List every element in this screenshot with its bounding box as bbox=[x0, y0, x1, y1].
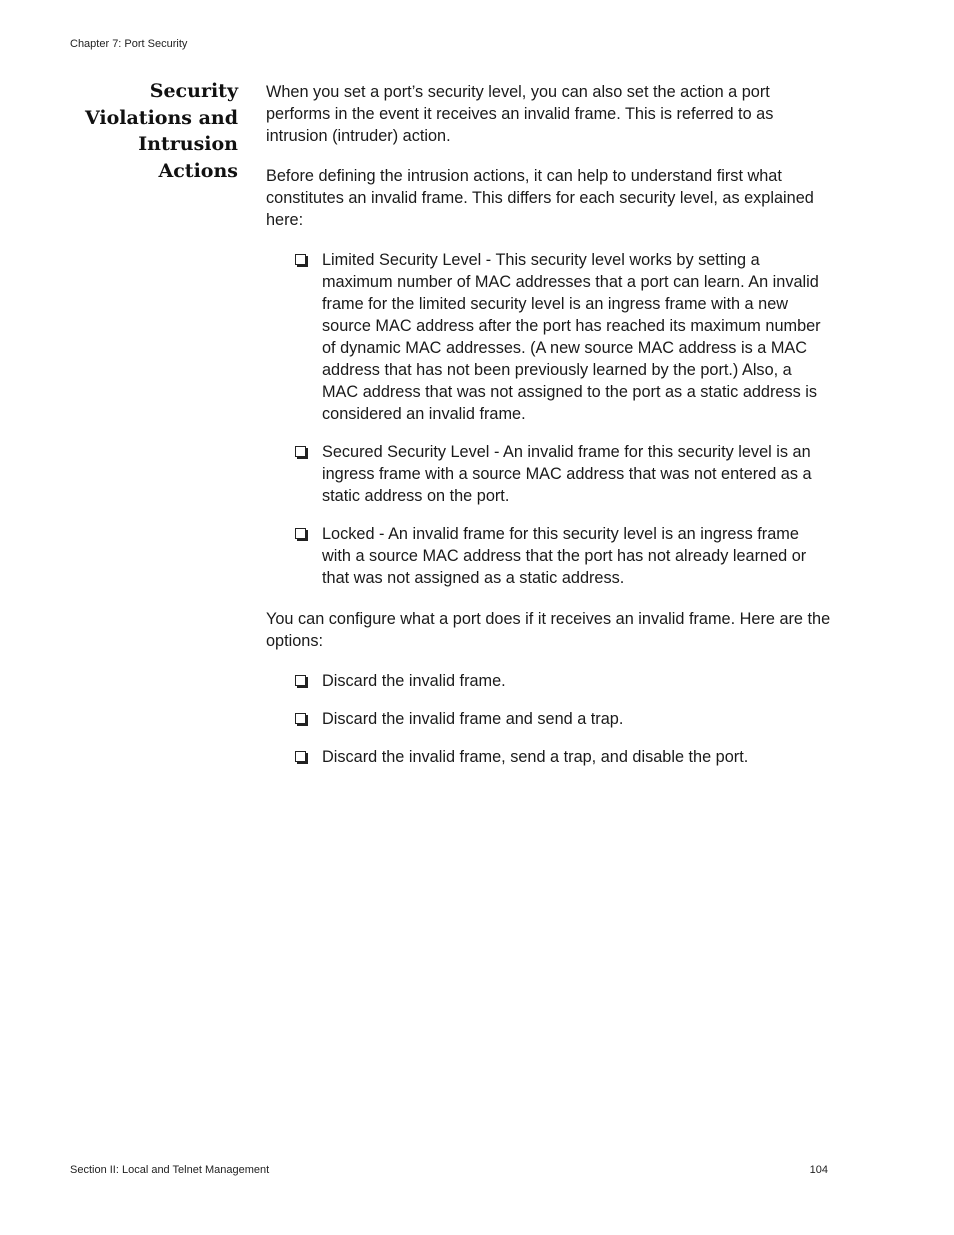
list-item-text: Locked - An invalid frame for this security level is an ingress frame with a source MAC address that the port has not already learned or that was not assigned as a static address. bbox=[322, 525, 807, 587]
body-text bbox=[266, 81, 832, 787]
list-item bbox=[266, 523, 832, 589]
list-item bbox=[266, 441, 832, 507]
checkbox-bullet-icon bbox=[295, 713, 306, 724]
checkbox-bullet-icon bbox=[295, 254, 306, 265]
list-item bbox=[266, 249, 832, 425]
checkbox-bullet-icon bbox=[295, 751, 306, 762]
intrusion-action-list bbox=[266, 670, 832, 768]
checkbox-bullet-icon bbox=[295, 675, 306, 686]
checkbox-bullet-icon bbox=[295, 528, 306, 539]
security-level-list bbox=[266, 249, 832, 589]
list-item bbox=[266, 708, 832, 730]
list-item-text: Limited Security Level - This security level works by setting a maximum number of MAC addresses that a port can learn. An invalid frame for the limited security level is an ingress frame with a new source MAC address after the port has reached its maximum number of dynamic MAC addresses. (A new source MAC address is a MAC address that has not been previously learned by the port.) Also, a MAC address that was not assigned to the port as a static address is considered an invalid frame. bbox=[322, 251, 821, 423]
heading-line: Intrusion bbox=[138, 133, 238, 155]
heading-line: Actions bbox=[158, 159, 238, 182]
paragraph: When you set a port’s security level, you can also set the action a port performs in the event it receives an invalid frame. This is referred to as intrusion (intruder) action. bbox=[266, 83, 774, 145]
paragraph: Before defining the intrusion actions, it can help to understand first what constitutes an invalid frame. This differs for each security level, as explained here: bbox=[266, 167, 814, 229]
section-heading bbox=[70, 78, 238, 184]
paragraph: You can configure what a port does if it receives an invalid frame. Here are the options: bbox=[266, 610, 831, 650]
footer-section: Section II: Local and Telnet Management bbox=[70, 1164, 270, 1176]
heading-line: Violations and bbox=[84, 106, 238, 129]
list-item bbox=[266, 746, 832, 768]
list-item-text: Discard the invalid frame and send a trap. bbox=[322, 710, 624, 728]
list-item-text: Secured Security Level - An invalid frame for this security level is an ingress frame with a source MAC address that was not entered as a static address on the port. bbox=[322, 443, 812, 505]
list-item-text: Discard the invalid frame, send a trap, and disable the port. bbox=[322, 748, 749, 766]
checkbox-bullet-icon bbox=[295, 446, 306, 457]
running-header: Chapter 7: Port Security bbox=[70, 38, 188, 50]
list-item-text: Discard the invalid frame. bbox=[322, 672, 506, 690]
heading-line: Security bbox=[149, 80, 238, 102]
list-item bbox=[266, 670, 832, 692]
page-number: 104 bbox=[809, 1164, 828, 1176]
